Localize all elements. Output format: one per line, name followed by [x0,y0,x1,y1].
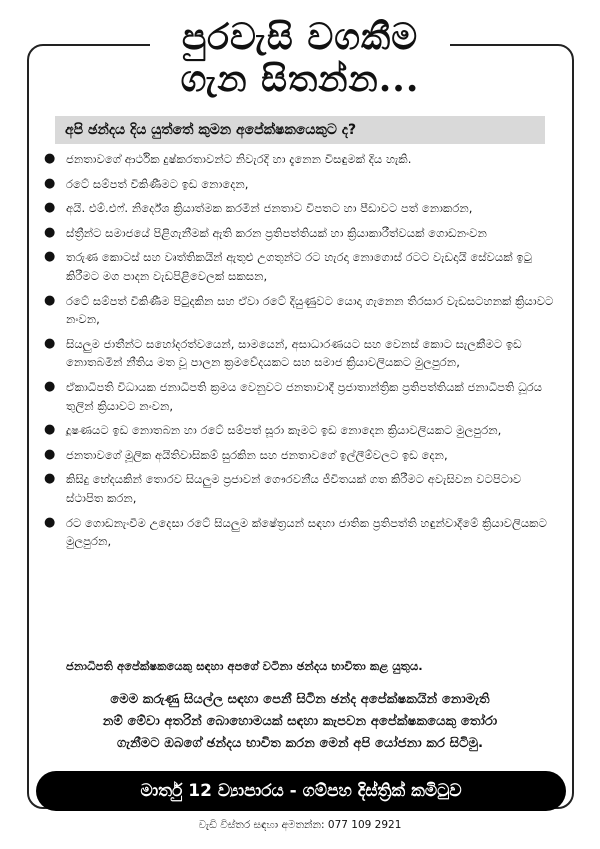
list-item-text: ඒකාධිපති විධායක ජනාධිපති ක්‍රමය වෙනුවට ජනතාවාදී ප්‍රජාතාන්ත්‍රික ප්‍රතිපත්තියක් ජනාධිපති ධූරය තුලින් ක්‍රියාවට නංවන, [66,379,543,413]
list-item-text: දූෂණයට ඉඩ නොතබන හා රටේ සම්පත් සූරා කෑමට ඉඩ නොදෙන ක්‍රියාවලියකට මුලපුරන, [66,423,502,438]
list-item [44,470,556,507]
title-line-2: ගැන සිතන්න... [180,58,420,100]
appeal-paragraph [48,689,552,755]
list-item [44,292,556,329]
appeal-line-2: නම් මේවා අතරින් බොහොමයක් සඳහා කැපවන අපේක්ෂකයෙකු තෝරා [102,714,498,729]
bullet-icon: ● [44,446,56,462]
list-item [44,514,556,551]
list-item [44,175,556,194]
list-item [44,378,556,415]
organization-banner: මාර්තු 12 ව්‍යාපාරය - ගම්පහ දිස්ත්‍රික් කමිටුව [36,771,566,811]
bullet-icon: ● [44,224,56,240]
list-item [44,248,556,285]
appeal-line-1: මෙම කරුණු සියල්ල සඳහා පෙනී සිටින ඡන්ද අපේක්ෂකයින් නොමැති [110,692,490,707]
bullet-icon: ● [44,249,56,265]
bullet-icon: ● [44,378,56,394]
list-item-text: ජනතාවගේ ආර්ථික දුෂ්කරතාවන්ට නිවැරදි හා දැනෙන විසඳුමක් දිය හැකි. [66,152,412,166]
list-item [44,199,556,218]
list-item-text: රටේ සම්පත් විකිණීමට ඉඩ නොදෙන, [66,176,249,191]
bullet-icon: ● [44,422,56,438]
list-item-text: කිසිදු භේදයකින් තොරව සියලුම ප්‍රජාවන් ගෞරවනීය ජීවිතයක් ගත කිරීමට අවැසිවන වටපිටාව ස්ථාපිත කරන, [66,472,522,505]
appeal-line-3: ගැනීමට ඔබගේ ඡන්දය භාවිත කරන මෙන් අපි යෝජනා කර සිටිමු. [116,736,484,751]
list-item [44,224,556,243]
bullet-icon: ● [44,335,56,351]
list-item-text: අයි. එම්.එෆ්. නිර්දේශ ක්‍රියාත්මක කරමින් ජනතාව විපතට හා පීඩාවට පත් නොකරන, [66,201,473,216]
list-item [44,446,556,465]
list-item-text: රට ගොඩනැංවීම උදෙසා රටේ සියලුම ක්ෂේත්‍රයන් සඳහා ජාතික ප්‍රතිපත්ති හඳුන්වාදීමේ ක්‍රියාවලියකට මුලපුරන, [66,515,547,549]
bullet-icon: ● [44,292,56,308]
bullet-icon: ● [44,175,56,191]
list-item-text: තරුණ කොටස් සහ වෘත්තිකයින් ඇතුළු උගතුන්ට රට හැරදා නොගොස් රටට වැඩදායි සේවයක් ඉටු කිරීමට මග පාදන වැඩපිළිවෙලක් සකසන, [66,250,532,283]
contact-footer: වැඩි විස්තර සඳහා අමතන්න: 077 109 2921 [198,819,402,831]
list-item-text: සියලුම ජාතීන්ට සහෝදරත්වයෙන්, සාමයෙන්, අසාධාරණයට සහ වෙනස් කොට සැලකීමට ඉඩ නොතබමින් නීතිය මත වූ පාලන ක්‍රමවේදයකට සහ සමාජ ක්‍රියාවලියකට මුලපුරන, [66,336,522,370]
list-item-text: රටේ සම්පත් විකිණීම පිටුදකින සහ ඒවා රටේ දියුණුවට යොදා ගැනෙන තිරසාර වැඩසටහනක් ක්‍රියාවට නංවන, [66,293,554,327]
title-line-1: පුරවැසි වගකීම [181,16,419,58]
criteria-list [44,150,556,557]
bullet-icon: ● [44,200,56,216]
list-item [44,335,556,372]
question-heading: අපි ඡන්දය දිය යුත්තේ කුමන අපේක්ෂකයෙකුට ද? [55,116,545,144]
poster-title [150,16,450,106]
bullet-icon: ● [44,151,56,166]
bullet-icon: ● [44,471,56,487]
bullet-icon: ● [44,514,56,530]
list-item [44,150,556,169]
list-item [44,421,556,440]
list-item-text: ස්ත්‍රීන්ට සමාජයේ පිළිගැනීමක් ඇති කරන ප්‍රතිපත්තියක් හා ක්‍රියාකාරීත්වයක් ගොඩනංවන [66,225,487,240]
closing-statement: ජනාධිපති අපේක්ෂකයෙකු සඳහා අපගේ වටිනා ඡන්දය භාවිතා කළ යුතුය. [66,659,423,673]
list-item-text: ජනතාවගේ මූලික අයිතිවාසිකම් සුරකින සහ ජනතාවගේ ඉල්ලීම්වලට ඉඩ දෙන, [66,447,448,462]
